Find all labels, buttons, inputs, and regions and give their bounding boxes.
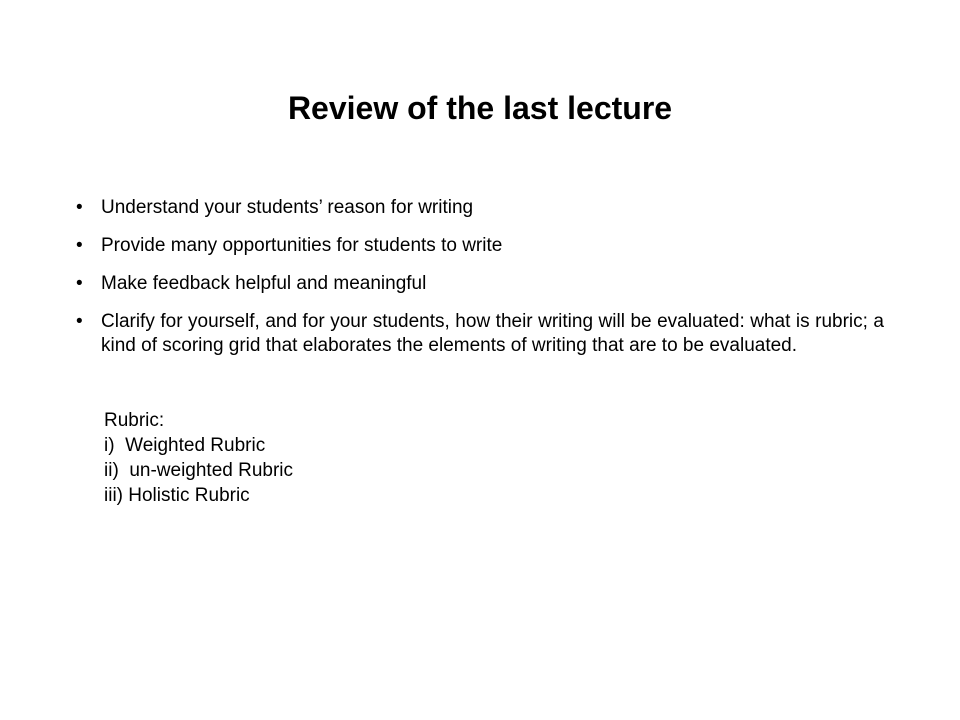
rubric-item: i) Weighted Rubric: [104, 435, 266, 456]
bullet-text: Make feedback helpful and meaningful: [101, 273, 427, 294]
bullet-item: [76, 234, 884, 258]
rubric-list: [104, 408, 293, 508]
bullet-text: Clarify for yourself, and for your students, how their writing will be evaluated: what is rubric; a kind of scoring grid that elaborates the elements of writing that are to be evaluated.: [101, 311, 884, 356]
rubric-item: ii) un-weighted Rubric: [104, 460, 294, 481]
bullet-item: [76, 310, 884, 358]
bullet-icon: •: [76, 273, 83, 294]
rubric-heading: Rubric:: [104, 410, 165, 431]
bullet-icon: •: [76, 311, 83, 332]
bullet-item: [76, 196, 884, 220]
bullet-text: Provide many opportunities for students to write: [101, 235, 503, 256]
bullet-icon: •: [76, 235, 83, 256]
bullet-icon: •: [76, 197, 83, 218]
rubric-item: iii) Holistic Rubric: [104, 485, 250, 506]
bullet-list: [76, 196, 884, 372]
bullet-text: Understand your students’ reason for writing: [101, 197, 474, 218]
slide-title: Review of the last lecture: [287, 90, 673, 126]
bullet-item: [76, 272, 884, 296]
